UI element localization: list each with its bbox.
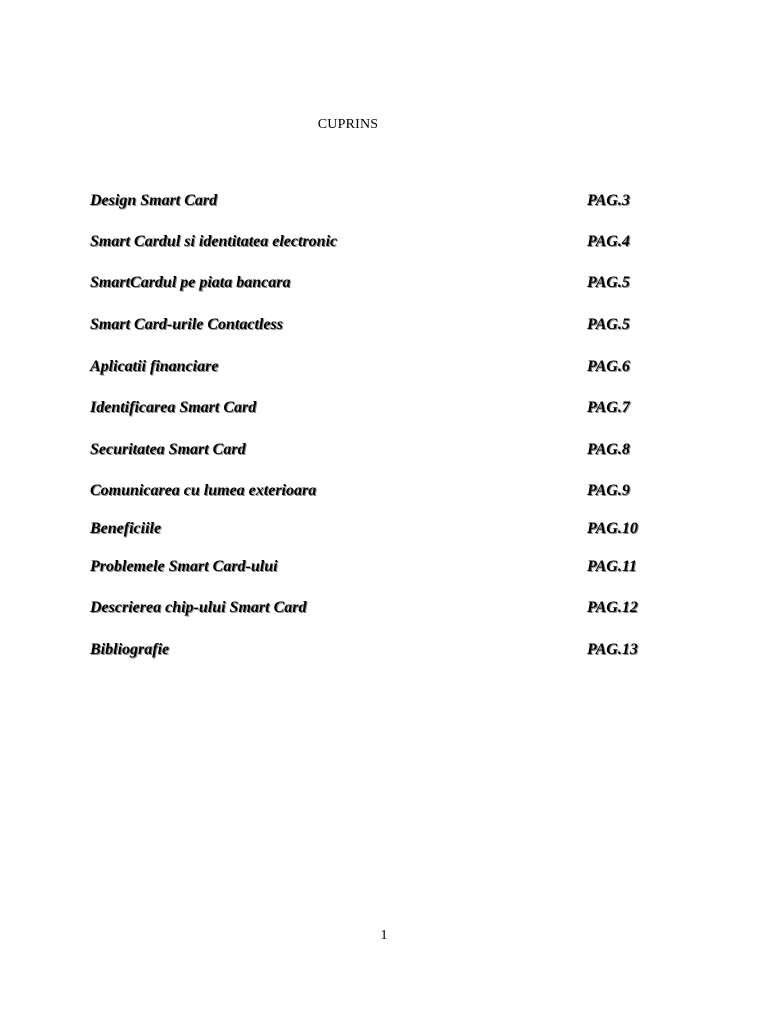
toc-entry-title: Beneficiile — [90, 520, 162, 537]
toc-entry-page: PAG.9 — [587, 482, 630, 499]
page-title: CUPRINS — [317, 117, 379, 132]
toc-entry — [90, 556, 690, 578]
toc-entry-page: PAG.10 — [587, 520, 638, 537]
toc-entry — [90, 231, 690, 253]
toc-entry — [90, 397, 690, 419]
toc-entry — [90, 480, 690, 502]
toc-entry — [90, 639, 690, 661]
toc-entry — [90, 272, 690, 294]
toc-entry-title: Bibliografie — [90, 641, 170, 658]
toc-entry-title: Design Smart Card — [90, 192, 218, 209]
toc-entry-page: PAG.13 — [587, 641, 638, 658]
toc-entry-title: Problemele Smart Card-ului — [90, 558, 278, 575]
toc-entry-page: PAG.5 — [587, 274, 630, 291]
toc-entry — [90, 439, 690, 461]
toc-entry-page: PAG.7 — [587, 399, 630, 416]
toc-entry-title: Identificarea Smart Card — [90, 399, 257, 416]
page-number: 1 — [380, 928, 388, 943]
toc-entry-page: PAG.6 — [587, 358, 630, 375]
toc-entry-title: Smart Cardul si identitatea electronic — [90, 233, 338, 250]
toc-entry-page: PAG.3 — [587, 192, 630, 209]
toc-entry — [90, 518, 690, 540]
toc-entry-title: Smart Card-urile Contactless — [90, 316, 283, 333]
toc-entry-page: PAG.12 — [587, 599, 638, 616]
toc-entry-page: PAG.8 — [587, 441, 630, 458]
toc-entry-title: Comunicarea cu lumea exterioara — [90, 482, 317, 499]
toc-entry-title: SmartCardul pe piata bancara — [90, 274, 291, 291]
toc-entry-page: PAG.4 — [587, 233, 630, 250]
toc-entry — [90, 190, 690, 212]
toc-entry-page: PAG.5 — [587, 316, 630, 333]
toc-entry-title: Aplicatii financiare — [90, 358, 219, 375]
toc-entry — [90, 356, 690, 378]
toc-entry-page: PAG.11 — [587, 558, 637, 575]
toc-entry-title: Securitatea Smart Card — [90, 441, 246, 458]
toc-entry-title: Descrierea chip-ului Smart Card — [90, 599, 307, 616]
toc-entry — [90, 597, 690, 619]
toc-entry — [90, 314, 690, 336]
